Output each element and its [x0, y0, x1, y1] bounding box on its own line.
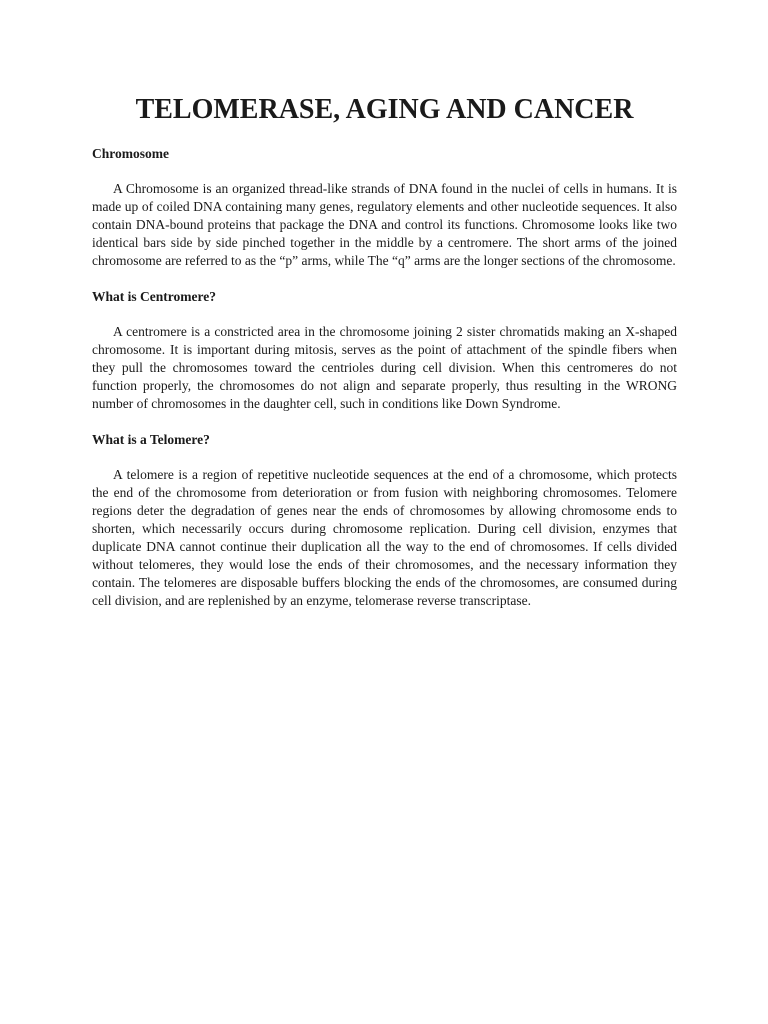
document-title: TELOMERASE, AGING AND CANCER	[135, 94, 634, 125]
section-paragraph: A Chromosome is an organized thread-like strands of DNA found in the nuclei of cells in humans. It is made up of coiled DNA containing many genes, regulatory elements and other nucleotide sequences. It also contain DNA-bound proteins that package the DNA and control its functions. Chromosome looks like two identical bars side by side pinched together in the middle by a centromere. The short arms of the joined chromosome are referred to as the “p” arms, while The “q” arms are the longer sections of the chromosome.	[92, 181, 677, 268]
section-heading: What is a Telomere?	[92, 432, 210, 447]
section-centromere	[92, 288, 677, 413]
section-chromosome	[92, 145, 677, 270]
section-paragraph: A telomere is a region of repetitive nucleotide sequences at the end of a chromosome, which protects the end of the chromosome from deterioration or from fusion with neighboring chromosomes. Telomere regions deter the degradation of genes near the ends of chromosomes by allowing chromosome ends to shorten, which necessarily occurs during chromosome replication. During cell division, enzymes that duplicate DNA cannot continue their duplication all the way to the end of chromosomes. If cells divided without telomeres, they would lose the ends of their chromosomes, and the necessary information they contain. The telomeres are disposable buffers blocking the ends of the chromosomes, are consumed during cell division, and are replenished by an enzyme, telomerase reverse transcriptase.	[92, 467, 677, 608]
section-heading: Chromosome	[92, 146, 169, 161]
section-telomere	[92, 431, 677, 610]
section-paragraph: A centromere is a constricted area in the chromosome joining 2 sister chromatids making an X-shaped chromosome. It is important during mitosis, serves as the point of attachment of the spindle fibers when they pull the chromosomes toward the centrioles during cell division. When this centromeres do not function properly, the chromosomes do not align and separate properly, thus resulting in the WRONG number of chromosomes in the daughter cell, such in conditions like Down Syndrome.	[92, 324, 677, 411]
document-page	[92, 92, 677, 610]
section-heading: What is Centromere?	[92, 289, 216, 304]
